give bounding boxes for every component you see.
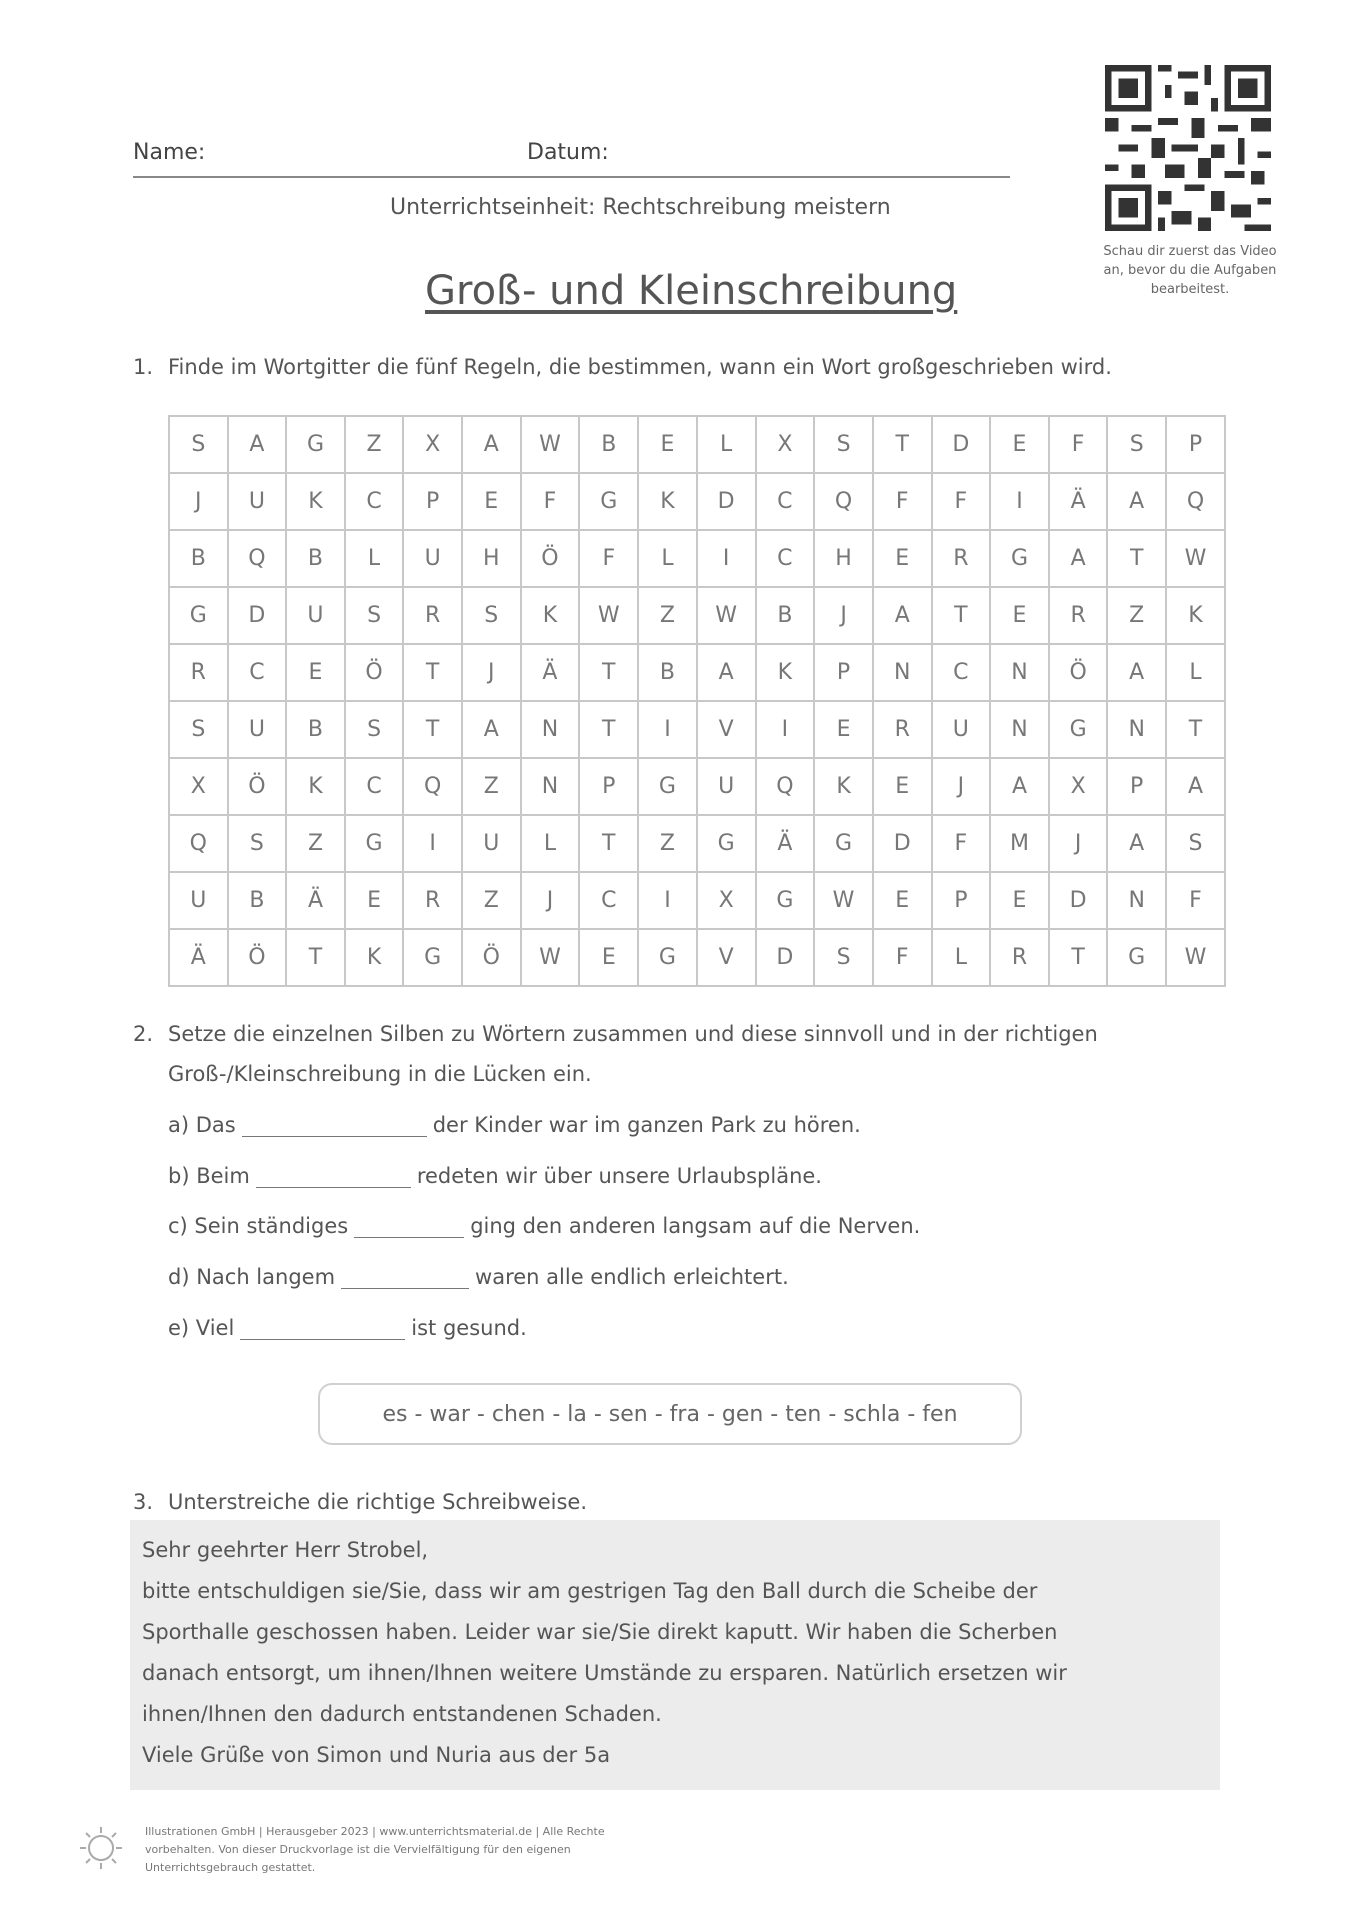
qr-code-icon[interactable] [1105,65,1271,231]
grid-cell[interactable]: G [638,929,697,986]
blank-a[interactable] [242,1118,427,1137]
grid-cell[interactable]: N [873,644,932,701]
grid-row [169,758,1225,815]
grid-cell[interactable]: Ö [462,929,521,986]
grid-cell[interactable]: T [1107,530,1166,587]
grid-cell[interactable]: C [932,644,991,701]
grid-cell[interactable]: G [756,872,815,929]
grid-cell[interactable]: N [521,758,580,815]
grid-cell[interactable]: E [873,872,932,929]
grid-cell[interactable]: K [756,644,815,701]
grid-cell[interactable]: E [990,587,1049,644]
grid-cell[interactable]: D [756,929,815,986]
grid-cell[interactable]: J [521,872,580,929]
sentence-c-after: ging den anderen langsam auf die Nerven. [470,1214,921,1238]
grid-cell[interactable]: P [579,758,638,815]
grid-cell[interactable]: L [638,530,697,587]
grid-cell[interactable]: K [286,758,345,815]
grid-cell[interactable]: T [1049,929,1108,986]
grid-cell[interactable]: B [286,701,345,758]
grid-cell[interactable]: X [1049,758,1108,815]
grid-cell[interactable]: U [228,473,287,530]
grid-cell[interactable]: A [1107,644,1166,701]
grid-cell[interactable]: G [1107,929,1166,986]
grid-cell[interactable]: T [403,644,462,701]
grid-cell[interactable]: M [990,815,1049,872]
grid-row [169,701,1225,758]
grid-cell[interactable]: S [169,416,228,473]
letter-box [130,1520,1220,1790]
grid-cell[interactable]: I [697,530,756,587]
grid-cell[interactable]: K [521,587,580,644]
grid-cell[interactable]: Q [169,815,228,872]
grid-cell[interactable]: T [873,416,932,473]
grid-cell[interactable]: C [756,530,815,587]
grid-cell[interactable]: Z [286,815,345,872]
grid-cell[interactable]: K [814,758,873,815]
grid-cell[interactable]: U [462,815,521,872]
grid-cell[interactable]: I [638,701,697,758]
grid-cell[interactable]: Ö [521,530,580,587]
grid-cell[interactable]: W [521,416,580,473]
grid-cell[interactable]: A [1107,815,1166,872]
grid-cell[interactable]: U [697,758,756,815]
qr-caption: Schau dir zuerst das Video an, bevor du die Aufgaben bearbeitest. [1103,244,1277,297]
sentence-e-before: e) Viel [168,1316,235,1340]
grid-cell[interactable]: X [403,416,462,473]
task2-number: 2. [133,1022,154,1046]
grid-cell[interactable]: U [169,872,228,929]
grid-cell[interactable]: R [873,701,932,758]
grid-cell[interactable]: S [169,701,228,758]
grid-row [169,929,1225,986]
grid-cell[interactable]: Ä [286,872,345,929]
grid-cell[interactable]: I [990,473,1049,530]
sentence-b-before: b) Beim [168,1164,250,1188]
grid-cell[interactable]: G [286,416,345,473]
grid-cell[interactable]: E [638,416,697,473]
grid-cell[interactable]: F [1166,872,1225,929]
grid-cell[interactable]: S [228,815,287,872]
grid-cell[interactable]: L [1166,644,1225,701]
grid-row [169,872,1225,929]
grid-cell[interactable]: S [345,587,404,644]
grid-cell[interactable]: Z [462,758,521,815]
grid-cell[interactable]: J [169,473,228,530]
grid-cell[interactable]: D [697,473,756,530]
grid-cell[interactable]: B [638,644,697,701]
grid-cell[interactable]: S [814,416,873,473]
sentence-a-before: a) Das [168,1113,236,1137]
grid-cell[interactable]: Ä [169,929,228,986]
grid-cell[interactable]: N [1107,872,1166,929]
grid-cell[interactable]: L [345,530,404,587]
grid-cell[interactable]: T [579,701,638,758]
grid-cell[interactable]: T [579,644,638,701]
grid-cell[interactable]: G [345,815,404,872]
grid-cell[interactable]: A [1166,758,1225,815]
grid-cell[interactable]: P [1107,758,1166,815]
grid-cell[interactable]: R [403,872,462,929]
grid-cell[interactable]: H [462,530,521,587]
task1-instruction: Finde im Wortgitter die fünf Regeln, die bestimmen, wann ein Wort großgeschrieben wird. [168,355,1112,379]
grid-cell[interactable]: X [169,758,228,815]
grid-cell[interactable]: S [462,587,521,644]
sentence-c-before: c) Sein ständiges [168,1214,349,1238]
grid-cell[interactable]: R [403,587,462,644]
grid-cell[interactable]: K [286,473,345,530]
grid-cell[interactable]: Q [756,758,815,815]
grid-cell[interactable]: Q [1166,473,1225,530]
letter-line-3[interactable]: Sporthalle geschossen haben. Leider war sie/Sie direkt kaputt. Wir haben die Scherben [142,1620,1058,1644]
grid-cell[interactable]: T [579,815,638,872]
grid-cell[interactable]: Z [638,815,697,872]
grid-cell[interactable]: N [990,701,1049,758]
grid-cell[interactable]: G [814,815,873,872]
grid-cell[interactable]: F [521,473,580,530]
blank-e[interactable] [240,1321,405,1340]
name-label: Name: [133,140,206,165]
task1-number: 1. [133,355,154,379]
grid-cell[interactable]: E [990,872,1049,929]
grid-cell[interactable]: W [814,872,873,929]
task2-instruction-line1: Setze die einzelnen Silben zu Wörtern zusammen und diese sinnvoll und in der richtigen [168,1022,1098,1046]
grid-cell[interactable]: C [756,473,815,530]
grid-cell[interactable]: Z [1107,587,1166,644]
grid-cell[interactable]: E [579,929,638,986]
grid-row [169,473,1225,530]
grid-cell[interactable]: G [697,815,756,872]
grid-cell[interactable]: G [403,929,462,986]
blank-b[interactable] [256,1169,411,1188]
publisher-logo-icon [78,1825,124,1871]
grid-cell[interactable]: X [756,416,815,473]
grid-cell[interactable]: J [462,644,521,701]
syllable-box [318,1383,1022,1445]
grid-cell[interactable]: R [990,929,1049,986]
grid-cell[interactable]: F [932,815,991,872]
grid-cell[interactable]: A [697,644,756,701]
grid-cell[interactable]: K [638,473,697,530]
grid-cell[interactable]: P [814,644,873,701]
footer-copyright: Illustrationen GmbH | Herausgeber 2023 | www.unterrichtsmaterial.de | Alle Rechte vorbehalten. Von dieser Druckvorlage ist die Vervielfältigung für den eigenen Unterrichtsgebrauch gestattet. [145,1825,605,1874]
grid-cell[interactable]: B [169,530,228,587]
header-line [133,176,1010,178]
grid-cell[interactable]: E [286,644,345,701]
grid-cell[interactable]: N [1107,701,1166,758]
grid-cell[interactable]: L [932,929,991,986]
grid-cell[interactable]: J [814,587,873,644]
grid-cell[interactable]: F [1049,416,1108,473]
sentence-d [168,1265,789,1289]
grid-cell[interactable]: G [169,587,228,644]
letter-line-5[interactable]: ihnen/Ihnen den dadurch entstandenen Schaden. [142,1702,662,1726]
grid-cell[interactable]: Ö [345,644,404,701]
sentence-b-after: redeten wir über unsere Urlaubspläne. [416,1164,822,1188]
grid-row [169,587,1225,644]
grid-cell[interactable]: W [521,929,580,986]
grid-cell[interactable]: A [1049,530,1108,587]
grid-cell[interactable]: B [286,530,345,587]
grid-cell[interactable]: F [873,473,932,530]
grid-cell[interactable]: U [932,701,991,758]
grid-cell[interactable]: I [638,872,697,929]
grid-cell[interactable]: E [345,872,404,929]
grid-cell[interactable]: B [756,587,815,644]
grid-cell[interactable]: G [638,758,697,815]
grid-cell[interactable]: Q [403,758,462,815]
word-search-grid[interactable] [168,415,1226,987]
grid-cell[interactable]: F [873,929,932,986]
sentence-c [168,1214,920,1238]
grid-cell[interactable]: R [932,530,991,587]
sentence-a-after: der Kinder war im ganzen Park zu hören. [432,1113,861,1137]
grid-cell[interactable]: D [1049,872,1108,929]
grid-cell[interactable]: G [990,530,1049,587]
grid-cell[interactable]: T [1166,701,1225,758]
grid-cell[interactable]: A [1107,473,1166,530]
grid-cell[interactable]: U [286,587,345,644]
grid-cell[interactable]: I [403,815,462,872]
grid-cell[interactable]: E [462,473,521,530]
grid-cell[interactable]: L [697,416,756,473]
grid-cell[interactable]: F [579,530,638,587]
grid-cell[interactable]: C [579,872,638,929]
grid-cell[interactable]: P [932,872,991,929]
grid-cell[interactable]: G [1049,701,1108,758]
letter-line-2[interactable]: bitte entschuldigen sie/Sie, dass wir am gestrigen Tag den Ball durch die Scheibe der [142,1579,1038,1603]
grid-cell[interactable]: W [697,587,756,644]
letter-line-4[interactable]: danach entsorgt, um ihnen/Ihnen weitere Umstände zu ersparen. Natürlich ersetzen wir [142,1661,1067,1685]
grid-cell[interactable]: B [228,872,287,929]
date-label: Datum: [527,140,609,165]
grid-cell[interactable]: P [403,473,462,530]
grid-cell[interactable]: Ä [756,815,815,872]
grid-cell[interactable]: T [286,929,345,986]
grid-row [169,416,1225,473]
grid-row [169,815,1225,872]
grid-cell[interactable]: A [873,587,932,644]
sentence-d-after: waren alle endlich erleichtert. [475,1265,789,1289]
grid-cell[interactable]: N [990,644,1049,701]
grid-cell[interactable]: W [1166,530,1225,587]
grid-cell[interactable]: N [521,701,580,758]
sentence-e [168,1316,527,1340]
grid-cell[interactable]: D [228,587,287,644]
page-title: Groß- und Kleinschreibung [425,268,958,314]
grid-cell[interactable]: W [1166,929,1225,986]
grid-cell[interactable]: H [814,530,873,587]
sentence-e-after: ist gesund. [411,1316,527,1340]
sentence-d-before: d) Nach langem [168,1265,336,1289]
grid-cell[interactable]: D [932,416,991,473]
grid-cell[interactable]: P [1166,416,1225,473]
grid-cell[interactable]: S [814,929,873,986]
grid-cell[interactable]: U [403,530,462,587]
grid-cell[interactable]: J [932,758,991,815]
grid-cell[interactable]: Ö [228,758,287,815]
grid-cell[interactable]: A [990,758,1049,815]
task3-number: 3. [133,1490,154,1514]
grid-cell[interactable]: C [345,758,404,815]
grid-cell[interactable]: A [228,416,287,473]
grid-cell[interactable]: W [579,587,638,644]
grid-cell[interactable]: K [1166,587,1225,644]
grid-cell[interactable]: Z [462,872,521,929]
grid-cell[interactable]: S [1107,416,1166,473]
grid-cell[interactable]: F [932,473,991,530]
grid-cell[interactable]: I [756,701,815,758]
grid-cell[interactable]: E [873,758,932,815]
grid-cell[interactable]: C [345,473,404,530]
grid-cell[interactable]: G [579,473,638,530]
grid-cell[interactable]: E [990,416,1049,473]
grid-cell[interactable]: Ö [1049,644,1108,701]
grid-cell[interactable]: U [228,701,287,758]
unit-subtitle: Unterrichtseinheit: Rechtschreibung meistern [390,195,891,220]
grid-row [169,530,1225,587]
grid-cell[interactable]: D [873,815,932,872]
grid-cell[interactable]: Ä [1049,473,1108,530]
grid-cell[interactable]: Z [638,587,697,644]
grid-cell[interactable]: Z [345,416,404,473]
grid-cell[interactable]: S [345,701,404,758]
grid-cell[interactable]: Q [228,530,287,587]
task3-instruction: Unterstreiche die richtige Schreibweise. [168,1490,588,1514]
grid-cell[interactable]: K [345,929,404,986]
grid-cell[interactable]: E [873,530,932,587]
grid-cell[interactable]: A [462,416,521,473]
grid-cell[interactable]: C [228,644,287,701]
grid-row [169,644,1225,701]
sentence-b [168,1164,822,1188]
grid-cell[interactable]: Ö [228,929,287,986]
blank-d[interactable] [341,1270,469,1289]
grid-cell[interactable]: T [932,587,991,644]
grid-cell[interactable]: S [1166,815,1225,872]
letter-line-6: Viele Grüße von Simon und Nuria aus der 5a [142,1743,611,1767]
sentence-a [168,1113,861,1137]
grid-cell[interactable]: B [579,416,638,473]
task2-instruction-line2: Groß-/Kleinschreibung in die Lücken ein. [168,1062,592,1086]
grid-cell[interactable]: R [1049,587,1108,644]
grid-cell[interactable]: L [521,815,580,872]
letter-line-1: Sehr geehrter Herr Strobel, [142,1538,429,1562]
grid-cell[interactable]: X [697,872,756,929]
grid-cell[interactable]: E [814,701,873,758]
grid-cell[interactable]: V [697,701,756,758]
grid-cell[interactable]: T [403,701,462,758]
grid-cell[interactable]: R [169,644,228,701]
grid-cell[interactable]: J [1049,815,1108,872]
grid-cell[interactable]: Ä [521,644,580,701]
grid-cell[interactable]: V [697,929,756,986]
grid-cell[interactable]: A [462,701,521,758]
syllable-list: es - war - chen - la - sen - fra - gen - ten - schla - fen [382,1401,958,1427]
blank-c[interactable] [354,1219,464,1238]
grid-cell[interactable]: Q [814,473,873,530]
